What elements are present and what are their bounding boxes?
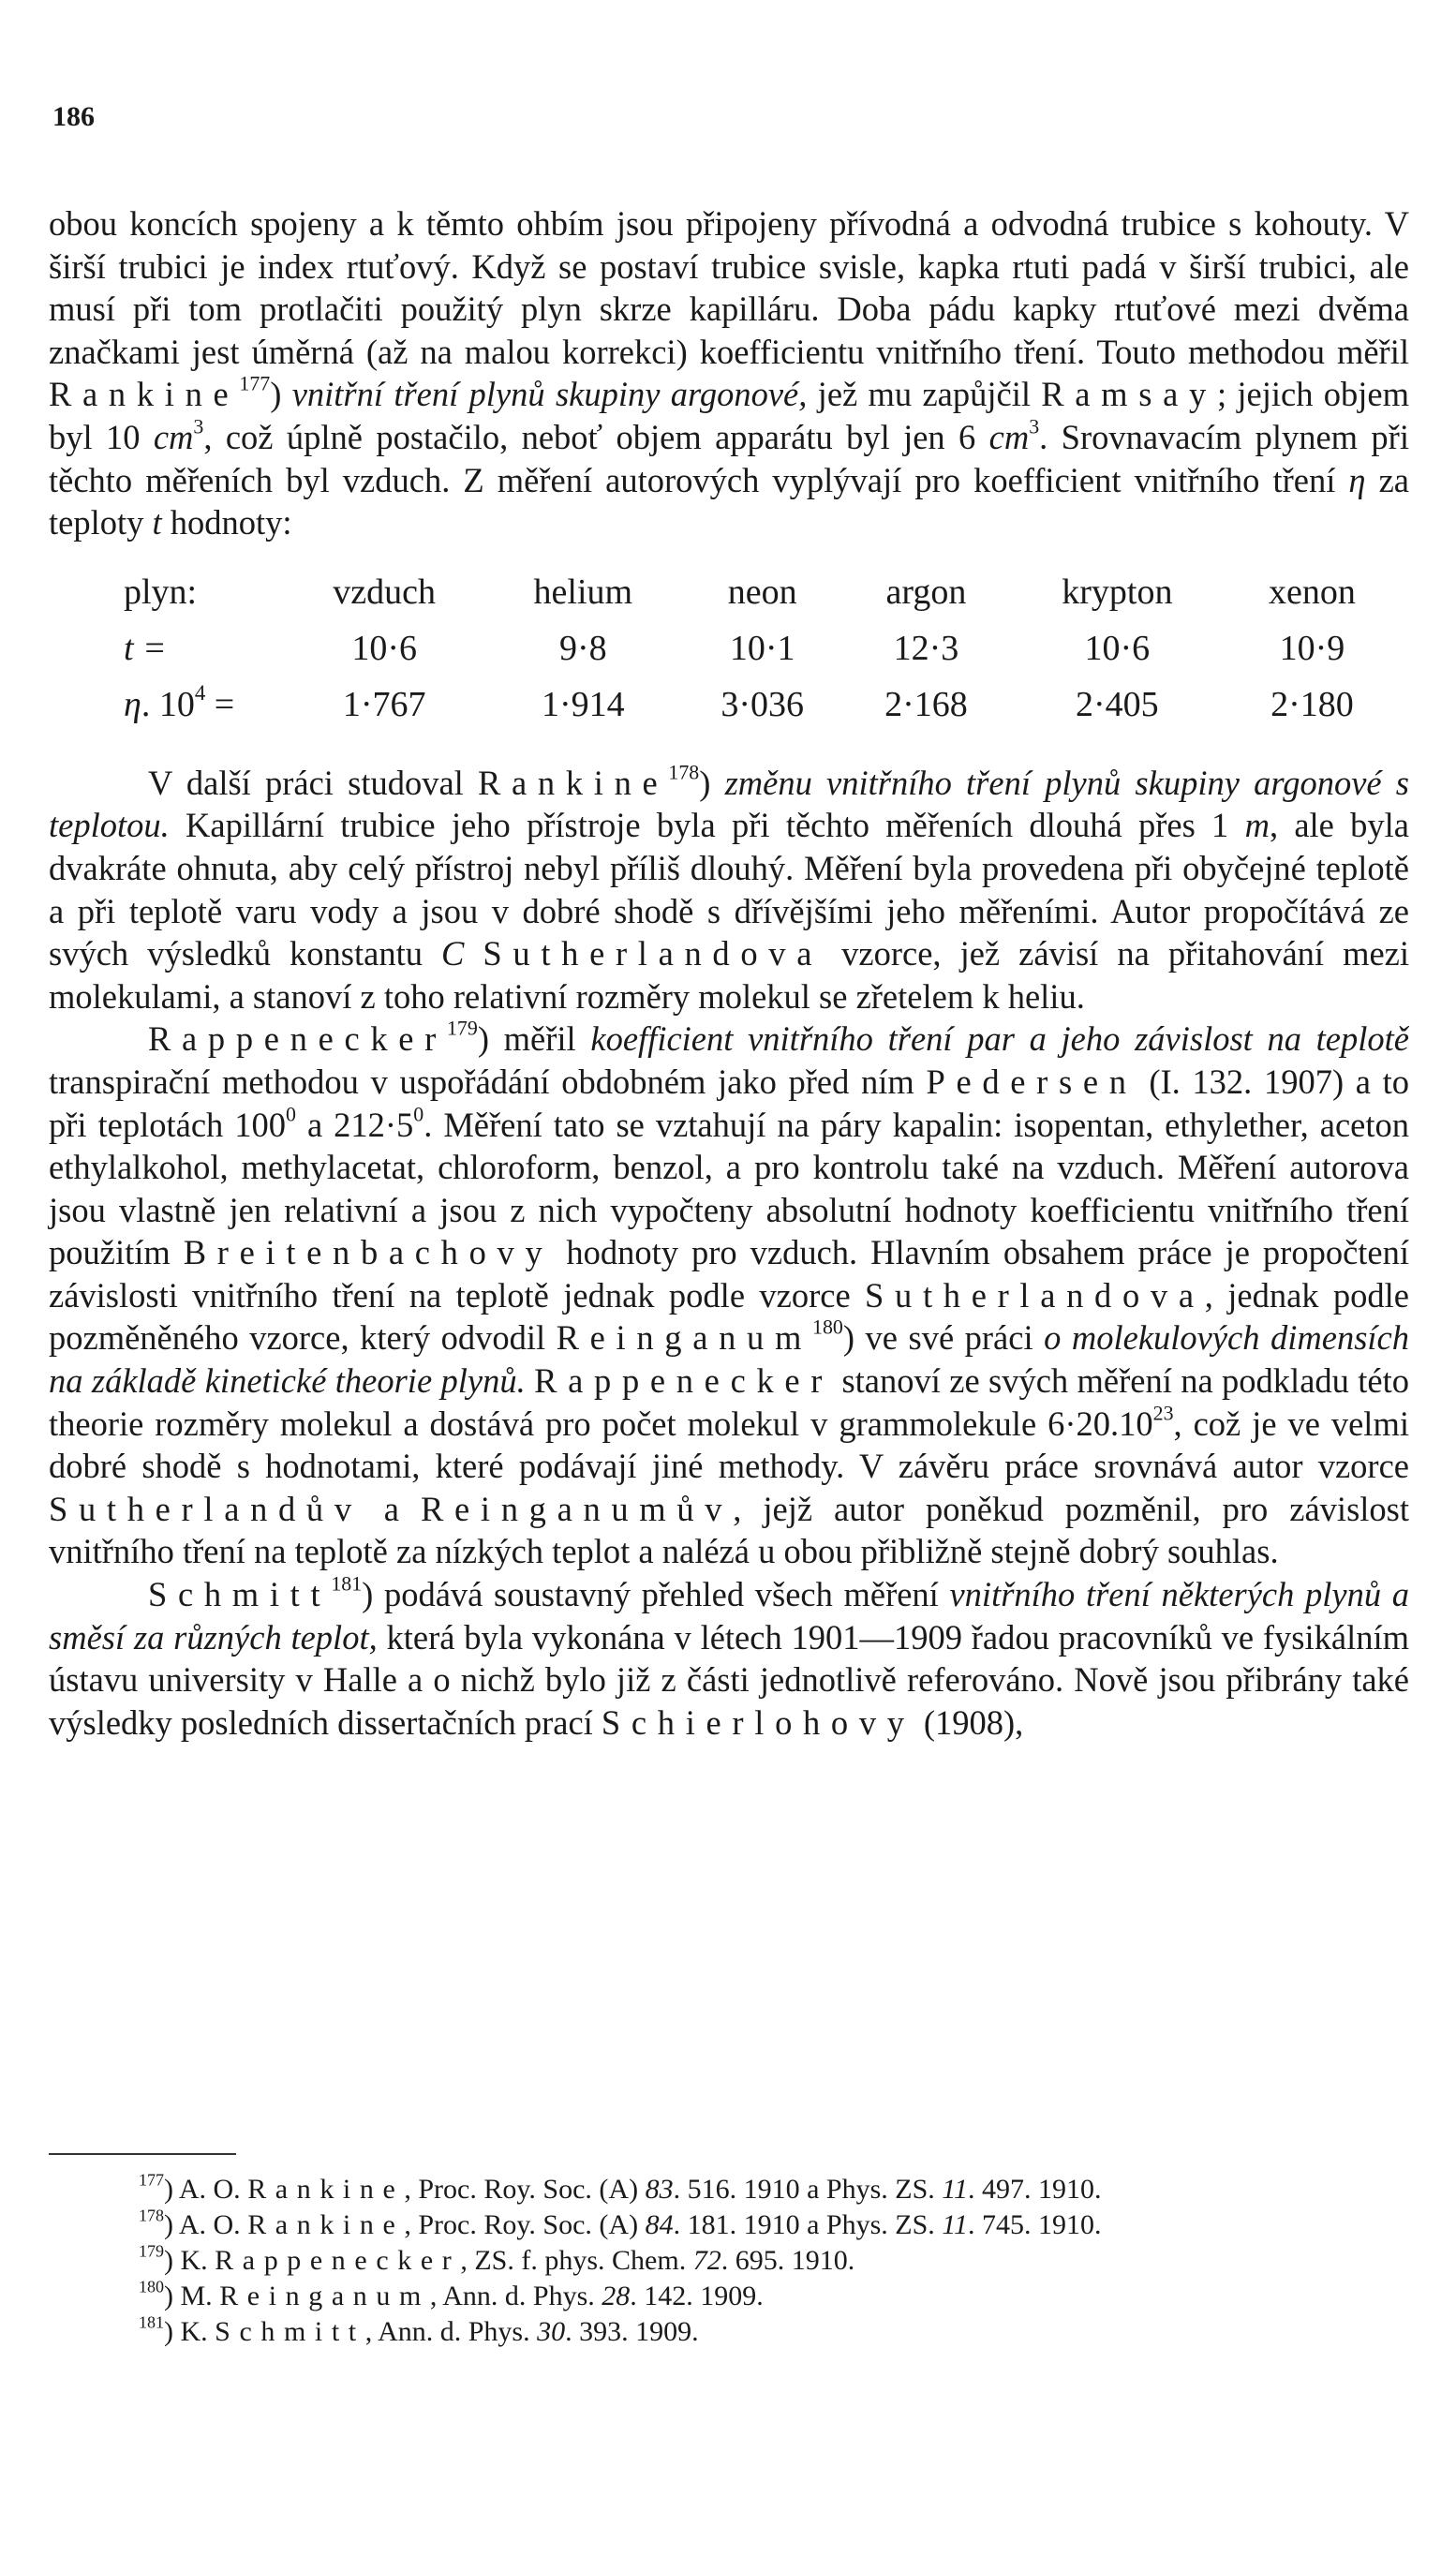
volume: 11 — [942, 2209, 969, 2240]
paragraph-1 — [49, 202, 1409, 544]
author-name: Rankine — [247, 2174, 405, 2205]
text: , jejž autor poněkud pozměnil, pro závislost vnitřního tření na teplotě za nízkých teplot a nalézá u obou přibližně stejně dobrý souhlas. — [49, 1489, 1410, 1571]
author-name: Reinganum — [219, 2281, 430, 2311]
table-row-label: plyn: — [124, 572, 198, 612]
table-cell: 9·8 — [558, 628, 607, 668]
footnote-ref: 179 — [446, 1016, 478, 1040]
table-cell: 3·036 — [721, 684, 805, 724]
text: V další práci studoval — [148, 763, 478, 802]
footnote-number: 179 — [139, 2241, 164, 2261]
text: (I. 132. 1907) a to při teplotách 100 — [49, 1062, 1409, 1144]
author-name: Rankine — [478, 763, 669, 802]
text: transpirační methodou v uspořádání obdobném jako před ním — [49, 1062, 927, 1101]
text: , což úplně postačilo, neboť objem apparátu byl jen 6 — [203, 417, 989, 456]
footnote-ref: 178 — [668, 760, 700, 784]
text: . Srovnavacím plynem při těchto měřeních byl vzduch. Z měření autorových vyplývají pro koefficient vnitřního tření — [49, 417, 1409, 499]
footnote: $^{177}$) A. O. Rankine, Proc. Roy. Soc. (A) 83. 516. 1910 a Phys. ZS. 11. 497. 1910. — [139, 2170, 1102, 2205]
author-name: Sutherlandův — [49, 1489, 363, 1528]
author-name: Rappenecker — [534, 1361, 834, 1401]
text: za teploty — [49, 460, 1409, 542]
table-cell: 10·6 — [351, 628, 417, 668]
symbol: η — [1348, 460, 1366, 499]
unit: cm — [988, 417, 1030, 456]
table-cell: 2·405 — [1076, 684, 1159, 724]
symbol: η — [124, 684, 141, 724]
table-row — [124, 621, 1398, 677]
text: ) měřil — [477, 1019, 591, 1059]
text: ) podává soustavný přehled všech měření — [362, 1575, 950, 1614]
author-name: Rankine — [49, 375, 240, 414]
author-name: Sutherlandova — [483, 934, 824, 973]
text: hodnoty: — [161, 503, 292, 542]
footnote-separator — [49, 2153, 236, 2155]
text: ) — [699, 763, 725, 802]
text: . 497. 1910. — [968, 2174, 1102, 2205]
text: = — [205, 684, 235, 724]
footnote-number: 181 — [139, 2312, 164, 2332]
superscript: 0 — [286, 1102, 296, 1126]
volume: 84 — [645, 2209, 674, 2240]
table-cell: 12·3 — [893, 628, 959, 668]
volume: 30 — [537, 2316, 566, 2347]
text: . 142. 1909. — [630, 2281, 764, 2311]
emphasis: vnitřní tření plynů skupiny argonové, — [291, 375, 808, 414]
text: K. — [180, 2316, 215, 2347]
emphasis: vnitřního tření některých plynů a směsí za různých teplot, — [49, 1575, 1410, 1657]
text: . Měření tato se vztahují na páry kapalin: isopentan, ethylether, aceton ethylalkohol, methylacetat, chloroform, benzol, a pro kontrolu také na vzduch. Měření autorova jsou vlastně jen relativní a jsou z nich vypočteny absolutní hodnoty koefficientu vnitřního tření použitím — [49, 1105, 1409, 1272]
volume: 11 — [942, 2174, 969, 2205]
author-name: Rappenecker — [215, 2245, 461, 2276]
table-cell: 2·180 — [1270, 684, 1354, 724]
text: , jednak podle pozměněného vzorce, který odvodil — [49, 1275, 1409, 1358]
paragraph-4 — [49, 1573, 1409, 1744]
author-name: Rankine — [247, 2209, 405, 2240]
footnote: $^{180}$) M. Reinganum, Ann. d. Phys. 28. 142. 1909. — [139, 2277, 764, 2311]
superscript: 3 — [1029, 414, 1040, 438]
author-name: Schmitt — [215, 2316, 365, 2347]
author-name: Ramsay — [1041, 375, 1217, 414]
text: , Proc. Roy. Soc. (A) — [404, 2174, 646, 2205]
table-cell: krypton — [1062, 572, 1173, 612]
table-cell: neon — [727, 572, 797, 612]
text: . 516. 1910 a Phys. ZS. — [673, 2174, 943, 2205]
text: . 393. 1909. — [565, 2316, 699, 2347]
footnote-number: 180 — [139, 2277, 164, 2296]
symbol: t — [152, 503, 162, 542]
text: ) ve své práci — [842, 1318, 1045, 1358]
superscript: 23 — [1152, 1401, 1174, 1425]
emphasis: změnu vnitřního tření plynů skupiny argonové s teplotou. — [49, 763, 1409, 845]
text: . 695. 1910. — [721, 2245, 855, 2276]
text: vzorce, jež závisí na přitahování mezi molekulami, a stanoví z toho relativní rozměry molekul se zřetelem k heliu. — [49, 934, 1410, 1016]
text: stanoví ze svých měření na podkladu této theorie rozměry molekul a dostává pro počet molekul v grammolekule 6·20.10 — [49, 1361, 1409, 1443]
unit: m — [1244, 806, 1270, 845]
text: . 745. 1910. — [968, 2209, 1102, 2240]
text: ) — [270, 375, 292, 414]
body-text — [49, 202, 1409, 1744]
text: obou koncích spojeny a k těmto ohbím jsou připojeny přívodná a odvodná trubice s kohouty. V širší trubici je index rtuťový. Když se postaví trubice svisle, kapka rtuti padá v širší trubici, ale musí při tom protlačiti použitý plyn skrze kapilláru. Doba pádu kapky rtuťové mezi dvěma značkami jest úměrná (až na malou korrekci) koefficientu vnitřního tření. Touto methodou měřil — [49, 204, 1409, 371]
author-name: Reinganum — [556, 1318, 813, 1358]
table-cell: 10·9 — [1279, 628, 1345, 668]
author-name: Pedersen — [926, 1062, 1137, 1101]
superscript: 3 — [193, 414, 204, 438]
text: A. O. — [178, 2209, 248, 2240]
table-header-row — [124, 565, 1398, 621]
unit: cm — [153, 417, 194, 456]
text: a — [362, 1489, 421, 1528]
table-cell: 1·914 — [541, 684, 625, 724]
text: K. — [180, 2245, 215, 2276]
table-cell: helium — [533, 572, 633, 612]
text: , Proc. Roy. Soc. (A) — [404, 2209, 646, 2240]
author-name: Rappenecker — [148, 1019, 447, 1059]
text: , ZS. f. phys. Chem. — [460, 2245, 693, 2276]
text: ; jejich objem byl 10 — [49, 375, 1409, 456]
text: A. O. — [178, 2174, 248, 2205]
table-cell: xenon — [1269, 572, 1356, 612]
text: a 212·5 — [295, 1105, 414, 1144]
author-name: Schmitt — [148, 1575, 332, 1614]
table-cell: 1·767 — [342, 684, 426, 724]
footnote-ref: 177 — [239, 371, 271, 395]
table-cell: 2·168 — [884, 684, 968, 724]
author-name: Schierlohovy — [601, 1702, 915, 1742]
footnote-number: 177 — [139, 2170, 164, 2190]
table-cell: argon — [885, 572, 967, 612]
text: , ale byla dvakráte ohnuta, aby celý přístroj nebyl příliš dlouhý. Měření byla provedena při obyčejné teplotě a při teplotě varu vody a jsou v dobré shodě s dřívějšími jeho měřeními. Autor propočítává ze svých výsledků konstantu — [49, 806, 1409, 973]
author-name: Reinganumův — [420, 1489, 734, 1528]
page-number: 186 — [52, 101, 95, 132]
text: . 181. 1910 a Phys. ZS. — [673, 2209, 943, 2240]
paragraph-3 — [49, 1018, 1409, 1573]
emphasis: koefficient vnitřního tření par a jeho závislost na teplotě — [590, 1019, 1409, 1059]
table-row-label: t = — [124, 628, 167, 668]
text — [526, 1361, 534, 1400]
volume: 72 — [692, 2245, 721, 2276]
text: jež mu zapůjčil — [807, 375, 1042, 414]
table-row — [124, 677, 1398, 734]
table-cell: 10·6 — [1084, 628, 1151, 668]
text: M. — [180, 2281, 220, 2311]
author-name: Breitenbachovy — [183, 1233, 554, 1272]
text: (1908), — [914, 1702, 1024, 1742]
symbol: C — [441, 934, 465, 973]
volume: 83 — [645, 2174, 674, 2205]
text: hodnoty pro vzduch. Hlavním obsahem práce je propočtení závislosti vnitřního tření na teplotě jednak podle vzorce — [49, 1233, 1409, 1315]
volume: 28 — [602, 2281, 631, 2311]
footnote: $^{181}$) K. Schmitt, Ann. d. Phys. 30. 393. 1909. — [139, 2312, 699, 2347]
text: která byla vykonána v létech 1901—1909 řadou pracovníků ve fysikálním ústavu university v Halle a o nichž bylo již z části jednotlivě referováno. Nově jsou přibrány také výsledky posledních dissertačních prací — [49, 1617, 1409, 1742]
author-name: Sutherlandova — [865, 1275, 1205, 1315]
emphasis: o molekulových dimensích na základě kinetické theorie plynů. — [49, 1318, 1410, 1401]
text: , Ann. d. Phys. — [429, 2281, 602, 2311]
footnote-ref: 180 — [812, 1315, 843, 1340]
footnote-number: 178 — [139, 2206, 164, 2225]
superscript: 4 — [194, 680, 206, 705]
table-row-label — [124, 677, 283, 734]
table-cell: vzduch — [333, 572, 437, 612]
text: , Ann. d. Phys. — [364, 2316, 538, 2347]
text: , což je ve velmi dobré shodě s hodnotami, které podávají jiné methody. V závěru práce srovnává autor vzorce — [49, 1404, 1409, 1486]
footnote: $^{179}$) K. Rappenecker, ZS. f. phys. Chem. 72. 695. 1910. — [139, 2241, 855, 2276]
text: Kapillární trubice jeho přístroje byla při těchto měřeních dlouhá přes 1 — [169, 806, 1245, 845]
footnote-ref: 181 — [331, 1571, 363, 1596]
paragraph-2 — [49, 762, 1409, 1018]
footnotes — [49, 2172, 1409, 2350]
superscript: 0 — [413, 1102, 424, 1126]
viscosity-table — [124, 565, 1398, 734]
table-cell: 10·1 — [729, 628, 795, 668]
text: . 10 — [141, 684, 195, 724]
footnote: $^{178}$) A. O. Rankine, Proc. Roy. Soc. (A) 84. 181. 1910 a Phys. ZS. 11. 745. 1910. — [139, 2206, 1102, 2240]
